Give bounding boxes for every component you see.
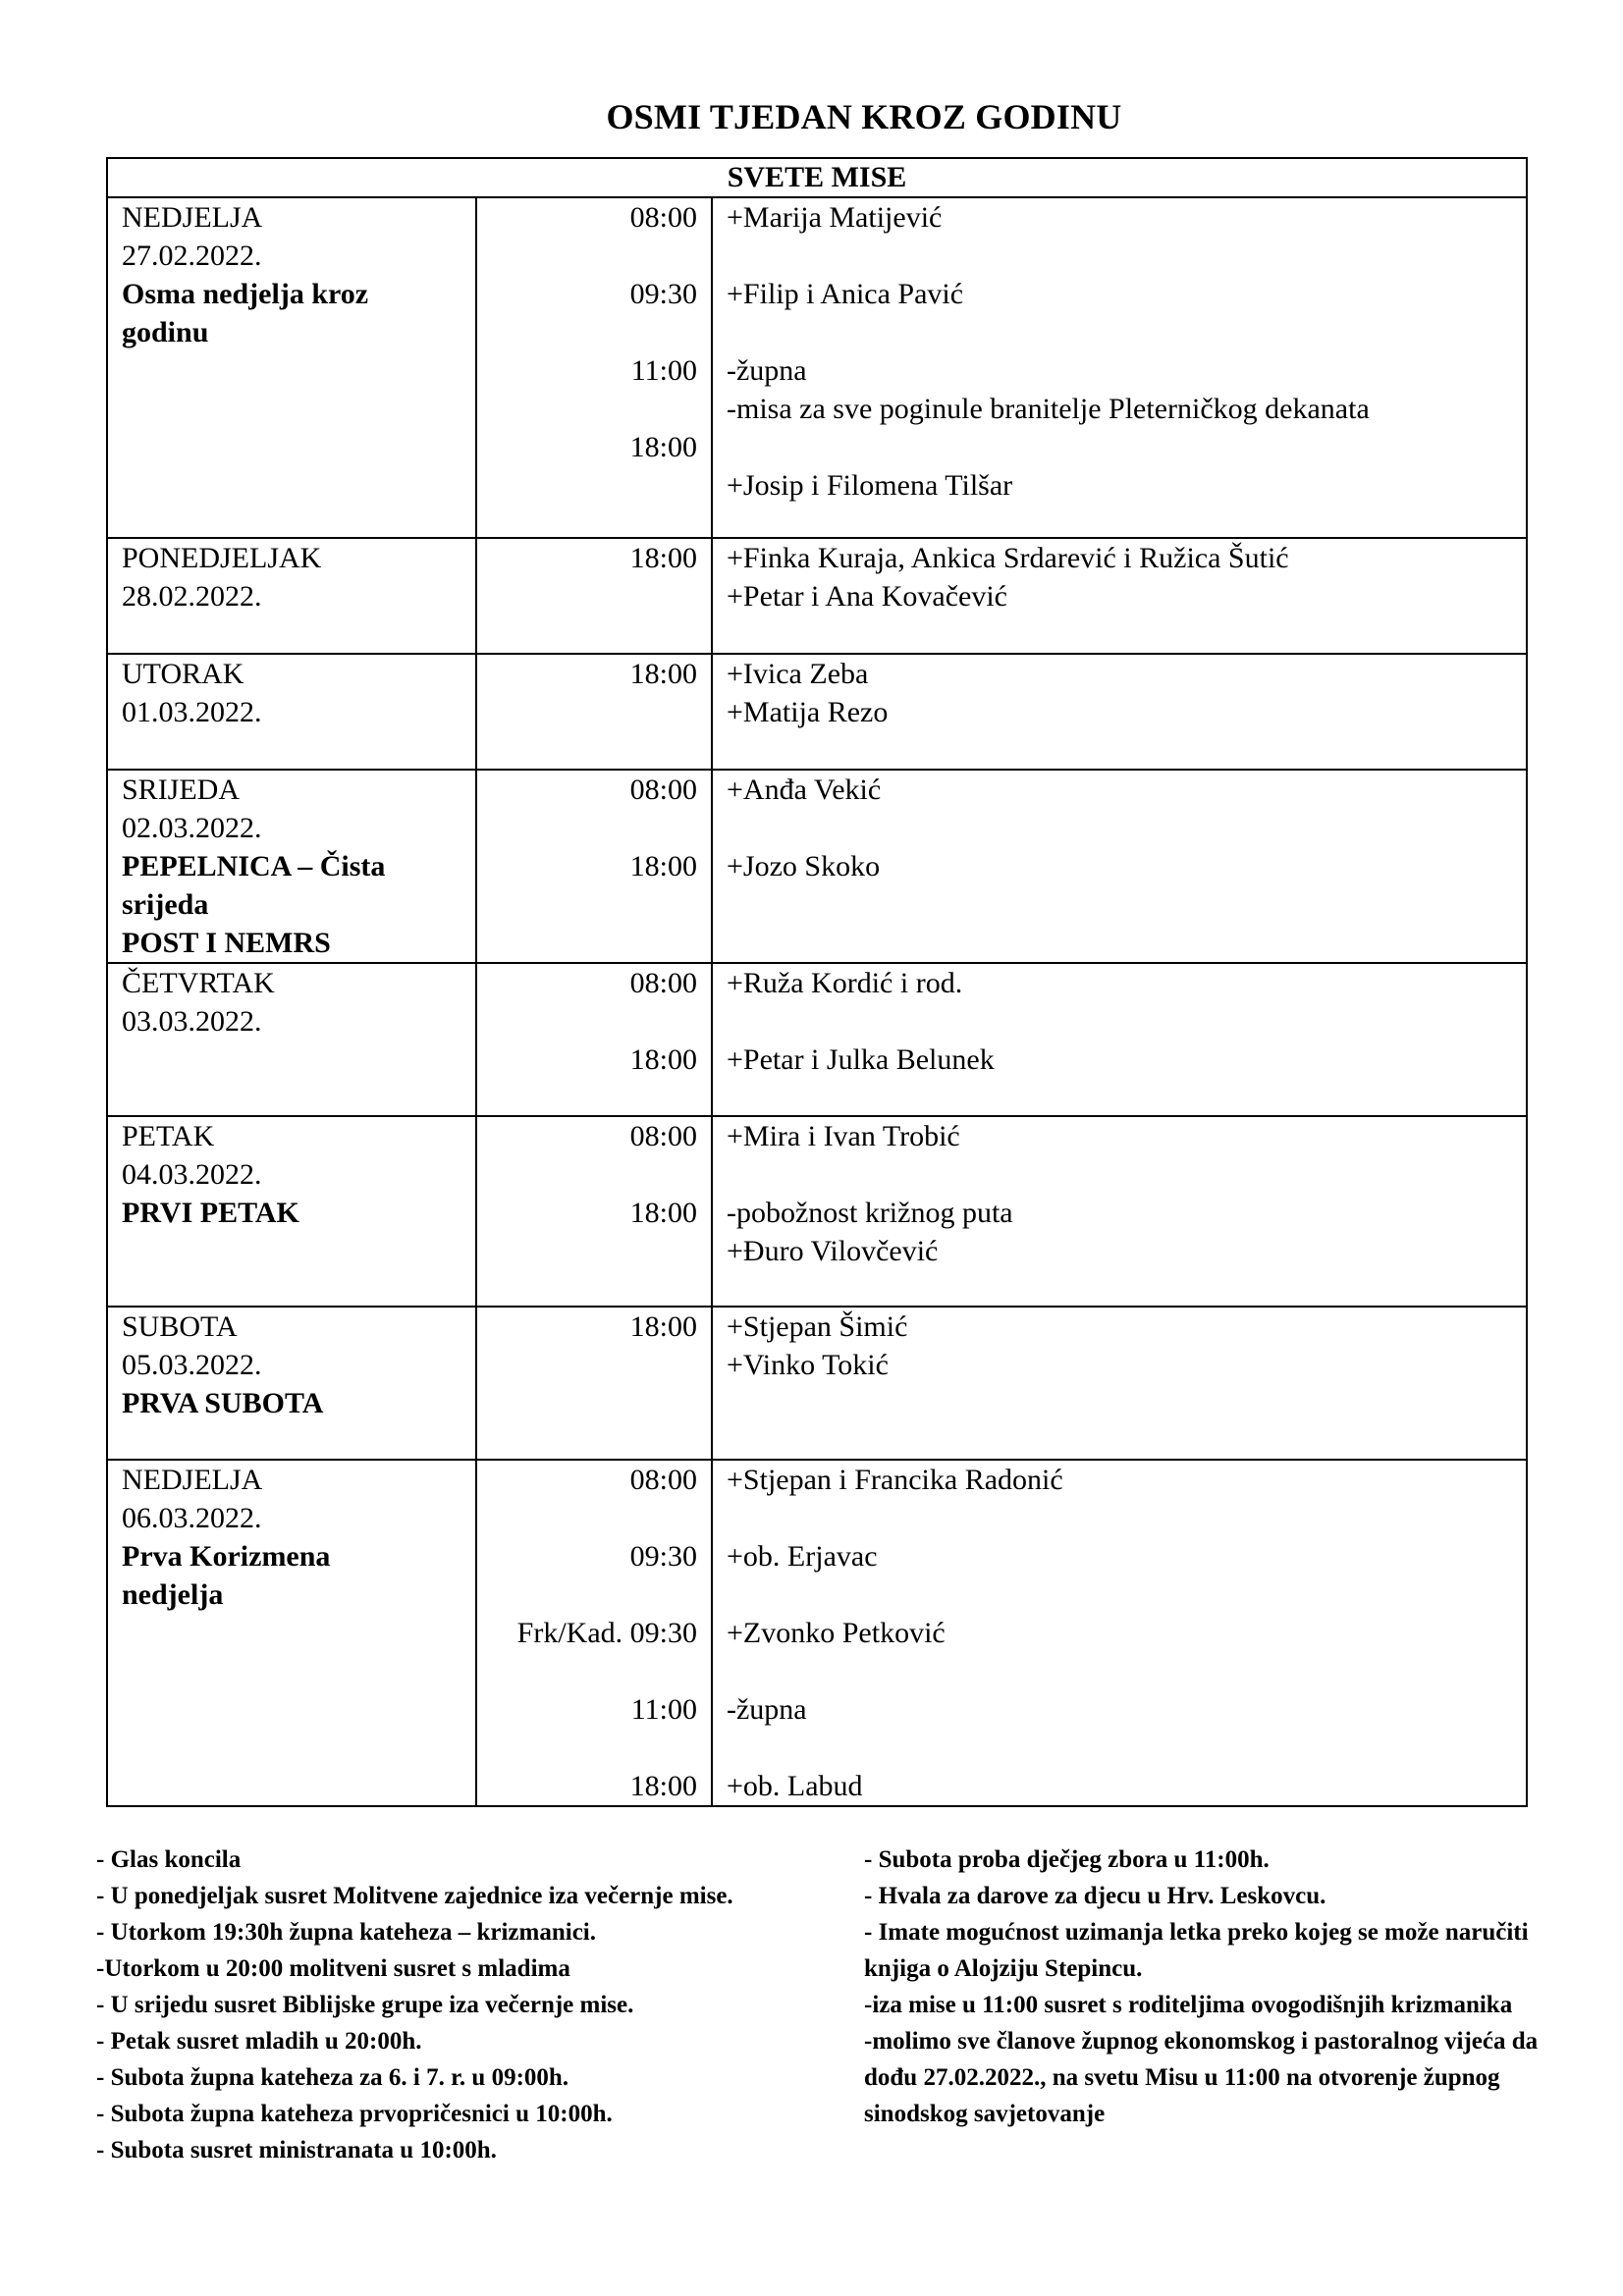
day-description: Osma nedjelja kroz [122, 278, 369, 310]
mass-intention: +Josip i Filomena Tilšar [727, 469, 1013, 502]
mass-intention: +Matija Rezo [727, 696, 889, 728]
announcements-right [864, 1842, 1551, 2132]
mass-intention [727, 1575, 1526, 1614]
mass-intention: -župna [727, 354, 807, 387]
day-row [107, 963, 1527, 1116]
mass-intention: +Vinko Tokić [727, 1349, 889, 1381]
time-cell [476, 1116, 712, 1307]
day-description: nedjelja [122, 1578, 224, 1611]
announcement: - U ponedjeljak susret Molitvene zajednice iza večernje mise. [96, 1883, 733, 1909]
mass-time: 18:00 [629, 1770, 697, 1802]
day-row [107, 1116, 1527, 1307]
announcement: - Utorkom 19:30h župna kateheza – krizmanici. [96, 1919, 596, 1946]
day-name: SUBOTA [122, 1310, 238, 1343]
mass-time: 09:30 [629, 278, 697, 310]
mass-time: 18:00 [629, 1310, 697, 1343]
day-date: 28.02.2022. [122, 580, 262, 613]
day-cell [107, 654, 476, 770]
intention-cell [712, 654, 1527, 770]
day-description: Prva Korizmena [122, 1540, 331, 1573]
mass-time: Frk/Kad. 09:30 [516, 1617, 697, 1649]
mass-intention: +Zvonko Petković [727, 1617, 946, 1649]
day-date: 05.03.2022. [122, 1349, 262, 1381]
time-cell [476, 538, 712, 654]
mass-intention: +Filip i Anica Pavić [727, 278, 964, 310]
announcement: -Utorkom u 20:00 molitveni susret s mladima [96, 1955, 570, 1982]
intention-cell [712, 963, 1527, 1116]
mass-intention: +Stjepan Šimić [727, 1310, 908, 1343]
day-name: ČETVRTAK [122, 967, 275, 999]
intention-cell [712, 1307, 1527, 1460]
mass-time [477, 313, 697, 351]
mass-time: 18:00 [629, 658, 697, 690]
mass-intention [727, 1002, 1526, 1041]
day-row [107, 770, 1527, 963]
day-row [107, 654, 1527, 770]
mass-intention: +Petar i Julka Belunek [727, 1043, 995, 1076]
time-cell [476, 963, 712, 1116]
mass-intention: +Jozo Skoko [727, 850, 881, 882]
day-date: 02.03.2022. [122, 812, 262, 844]
table-header-row [107, 158, 1527, 197]
announcement: - Subota župna kateheza prvopričesnici u 10:00h. [96, 2101, 613, 2127]
mass-time: 08:00 [629, 774, 697, 806]
mass-intention: +Anđa Vekić [727, 774, 882, 806]
mass-intention: +Ruža Kordić i rod. [727, 967, 963, 999]
announcement: - Subota župna kateheza za 6. i 7. r. u 09:00h. [96, 2064, 569, 2091]
intention-cell [712, 197, 1527, 538]
intention-cell [712, 770, 1527, 963]
mass-intention [727, 1155, 1526, 1194]
mass-intention: -župna [727, 1693, 807, 1726]
mass-schedule-table [106, 157, 1528, 1807]
intention-cell [712, 1460, 1527, 1806]
day-row [107, 538, 1527, 654]
mass-intention: +ob. Labud [727, 1770, 863, 1802]
day-description: PRVI PETAK [122, 1197, 299, 1229]
announcement: - Petak susret mladih u 20:00h. [96, 2028, 422, 2055]
time-cell [476, 1460, 712, 1806]
time-cell [476, 197, 712, 538]
page-title: OSMI TJEDAN KROZ GODINU [606, 97, 1122, 136]
mass-time: 08:00 [629, 1120, 697, 1152]
announcements-left [96, 1842, 764, 2168]
mass-intention: +Finka Kuraja, Ankica Srdarević i Ružica Šutić [727, 542, 1289, 574]
mass-intention: +Petar i Ana Kovačević [727, 580, 1007, 613]
announcement: - Subota proba dječjeg zbora u 11:00h. [864, 1846, 1270, 1873]
mass-time: 18:00 [629, 850, 697, 882]
day-row [107, 197, 1527, 538]
day-name: PETAK [122, 1120, 215, 1152]
announcement: -iza mise u 11:00 susret s roditeljima ovogodišnjih krizmanika [864, 1992, 1513, 2018]
mass-time [477, 809, 697, 847]
mass-time: 18:00 [629, 1043, 697, 1076]
day-date: 03.03.2022. [122, 1005, 262, 1038]
mass-intention: +Stjepan i Francika Radonić [727, 1464, 1063, 1496]
mass-time [477, 1002, 697, 1041]
mass-intention [727, 428, 1526, 466]
mass-intention [727, 313, 1526, 351]
intention-cell [712, 538, 1527, 654]
mass-intention: +Đuro Vilovčević [727, 1235, 939, 1267]
mass-time: 18:00 [629, 542, 697, 574]
day-description: PRVA SUBOTA [122, 1387, 324, 1419]
day-cell [107, 538, 476, 654]
announcement: - U srijedu susret Biblijske grupe iza večernje mise. [96, 1992, 634, 2018]
mass-time: 18:00 [629, 431, 697, 463]
mass-time [477, 1652, 697, 1690]
mass-time: 08:00 [629, 967, 697, 999]
mass-intention [727, 809, 1526, 847]
day-name: UTORAK [122, 658, 244, 690]
mass-time [477, 1575, 697, 1614]
mass-intention: +Marija Matijević [727, 201, 943, 234]
day-date: 04.03.2022. [122, 1158, 262, 1191]
mass-time: 18:00 [629, 1197, 697, 1229]
mass-intention: +ob. Erjavac [727, 1540, 878, 1573]
day-cell [107, 1116, 476, 1307]
day-name: NEDJELJA [122, 201, 263, 234]
day-description: POST I NEMRS [122, 927, 331, 959]
mass-time: 11:00 [630, 1693, 697, 1726]
announcement: - Glas koncila [96, 1846, 242, 1873]
table-header: SVETE MISE [107, 158, 1527, 197]
mass-time: 08:00 [629, 1464, 697, 1496]
mass-time: 09:30 [629, 1540, 697, 1573]
mass-intention: -misa za sve poginule branitelje Pleterničkog dekanata [727, 393, 1370, 425]
day-cell [107, 1307, 476, 1460]
day-name: NEDJELJA [122, 1464, 263, 1496]
mass-intention [727, 1499, 1526, 1537]
day-date: 27.02.2022. [122, 240, 262, 272]
mass-intention: -pobožnost križnog puta [727, 1197, 1013, 1229]
day-description: srijeda [122, 888, 209, 921]
intention-cell [712, 1116, 1527, 1307]
day-description: PEPELNICA – Čista [122, 850, 386, 882]
mass-time [477, 390, 697, 428]
announcement: - Imate mogućnost uzimanja letka preko kojeg se može naručiti knjiga o Alojziju Stepincu. [864, 1919, 1529, 1982]
mass-intention: +Mira i Ivan Trobić [727, 1120, 960, 1152]
mass-time [477, 1499, 697, 1537]
mass-intention: +Ivica Zeba [727, 658, 869, 690]
day-name: PONEDJELJAK [122, 542, 322, 574]
mass-time [477, 1155, 697, 1194]
day-date: 01.03.2022. [122, 696, 262, 728]
day-name: SRIJEDA [122, 774, 241, 806]
day-date: 06.03.2022. [122, 1502, 262, 1534]
day-row [107, 1460, 1527, 1806]
day-cell [107, 1460, 476, 1806]
day-cell [107, 963, 476, 1116]
mass-time: 11:00 [630, 354, 697, 387]
day-description: godinu [122, 316, 209, 348]
mass-time: 08:00 [629, 201, 697, 234]
mass-time [477, 237, 697, 275]
mass-time [477, 1729, 697, 1767]
announcement: -molimo sve članove župnog ekonomskog i pastoralnog vijeća da dođu 27.02.2022., na svetu Misu u 11:00 na otvorenje župnog sinodskog savjetovanje [864, 2028, 1539, 2127]
day-cell [107, 197, 476, 538]
announcement: - Hvala za darove za djecu u Hrv. Leskovcu. [864, 1883, 1326, 1909]
day-cell [107, 770, 476, 963]
time-cell [476, 770, 712, 963]
mass-intention [727, 237, 1526, 275]
announcement: - Subota susret ministranata u 10:00h. [96, 2137, 497, 2163]
mass-intention [727, 1652, 1526, 1690]
day-row [107, 1307, 1527, 1460]
mass-intention [727, 1729, 1526, 1767]
time-cell [476, 654, 712, 770]
time-cell [476, 1307, 712, 1460]
